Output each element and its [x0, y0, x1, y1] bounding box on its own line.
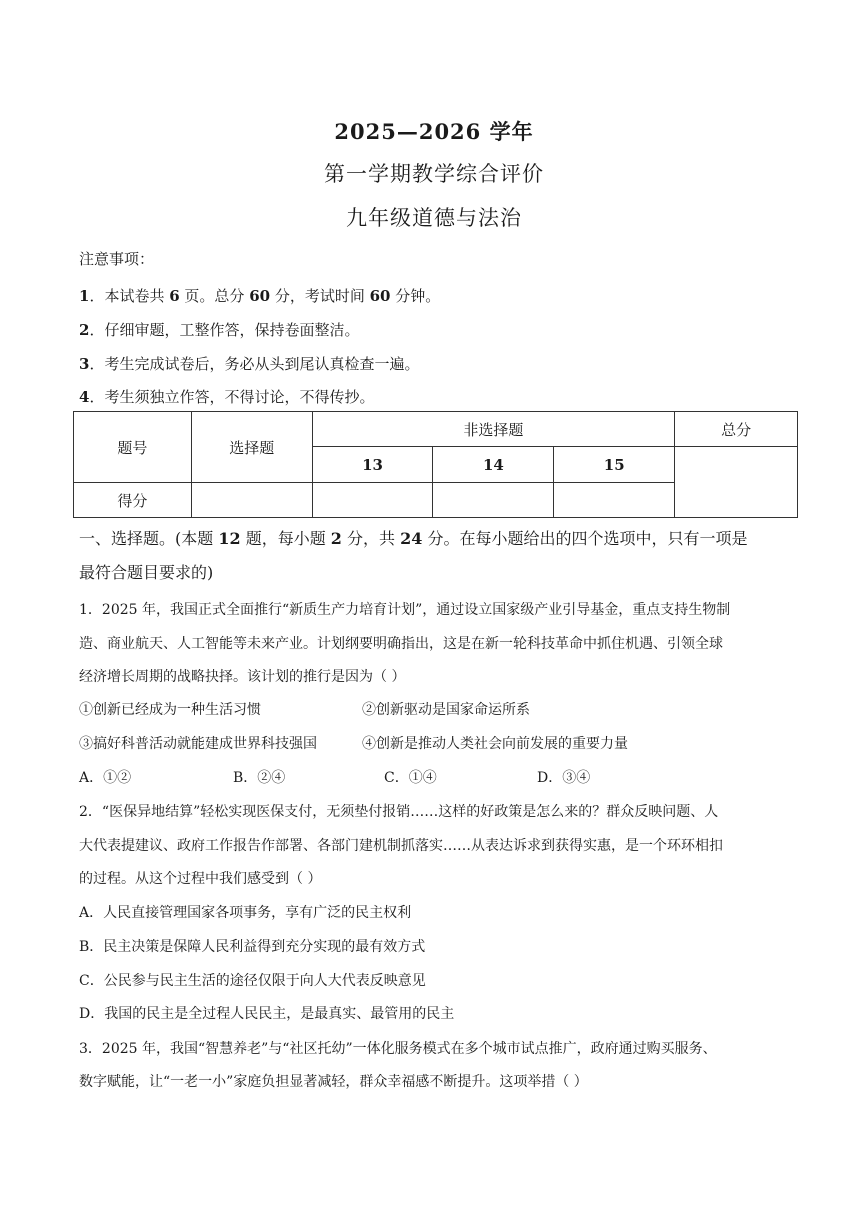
q2-line-3: 的过程。从这个过程中我们感受到（ ）	[79, 871, 322, 887]
q1-line-2: 造、商业航天、人工智能等未来产业。计划纲要明确指出，这是在新一轮科技革命中抓住机遇、引领全球	[79, 636, 723, 652]
q2-option-d[interactable]: D．我国的民主是全过程人民民主，是最真实、最管用的民主	[79, 1006, 455, 1022]
header-question-number: 题号	[74, 412, 192, 483]
header-q13: 13	[312, 447, 433, 483]
q1-statement-2: ②创新驱动是国家命运所系	[362, 702, 530, 718]
header-q15: 15	[554, 447, 675, 483]
note-item-1: 1．本试卷共 6 页。总分 60 分，考试时间 60 分钟。	[79, 287, 441, 305]
score-cell-choice[interactable]	[191, 483, 312, 518]
q2-line-2: 大代表提建议、政府工作报告作部署、各部门建机制抓落实……从表达诉求到获得实惠，是一个环环相扣	[79, 838, 723, 854]
q1-option-d[interactable]: D．③④	[537, 770, 591, 786]
q1-option-b[interactable]: B．②④	[233, 770, 286, 786]
exam-subject: 九年级道德与法治	[346, 206, 522, 230]
q1-statement-4: ④创新是推动人类社会向前发展的重要力量	[362, 736, 628, 752]
q2-option-b[interactable]: B．民主决策是保障人民利益得到充分实现的最有效方式	[79, 939, 426, 955]
header-nonchoice: 非选择题	[312, 412, 674, 447]
header-total: 总分	[675, 412, 798, 447]
total-score-cell[interactable]	[675, 447, 798, 518]
q1-option-a[interactable]: A．①②	[79, 770, 132, 786]
q2-line-1: 2．“医保异地结算”轻松实现医保支付，无须垫付报销……这样的好政策是怎么来的？群众反映问题、人	[79, 804, 719, 820]
q3-line-1: 3．2025 年，我国“智慧养老”与“社区托幼”一体化服务模式在多个城市试点推广，政府通过购买服务、	[79, 1041, 717, 1057]
q1-option-c[interactable]: C．①④	[384, 770, 437, 786]
notes-heading: 注意事项：	[79, 250, 155, 268]
note-item-3: 3．考生完成试卷后，务必从头到尾认真检查一遍。	[79, 355, 420, 373]
section1-instructions-cont: 最符合题目要求的)	[79, 563, 214, 582]
q1-line-1: 1．2025 年，我国正式全面推行“新质生产力培育计划”，通过设立国家级产业引导基金，重点支持生物制	[79, 602, 731, 618]
note-item-2: 2．仔细审题，工整作答，保持卷面整洁。	[79, 321, 360, 339]
exam-year: 2025—2026 学年	[334, 119, 534, 144]
score-cell-q14[interactable]	[433, 483, 554, 518]
q2-option-c[interactable]: C．公民参与民主生活的途径仅限于向人大代表反映意见	[79, 973, 426, 989]
section1-instructions: 一、选择题。(本题 12 题，每小题 2 分，共 24 分。在每小题给出的四个选项中，只有一项是	[79, 529, 748, 548]
q1-statement-1: ①创新已经成为一种生活习惯	[79, 702, 261, 718]
row-score-label: 得分	[74, 483, 192, 518]
score-cell-q15[interactable]	[554, 483, 675, 518]
score-table	[73, 411, 798, 518]
header-choice: 选择题	[191, 412, 312, 483]
note-item-4: 4．考生须独立作答，不得讨论，不得传抄。	[79, 388, 375, 406]
header-q14: 14	[433, 447, 554, 483]
q1-line-3: 经济增长周期的战略抉择。该计划的推行是因为（ ）	[79, 669, 406, 685]
score-cell-q13[interactable]	[312, 483, 433, 518]
exam-term: 第一学期教学综合评价	[324, 162, 544, 186]
q2-option-a[interactable]: A．人民直接管理国家各项事务，享有广泛的民主权利	[79, 905, 412, 921]
q1-statement-3: ③搞好科普活动就能建成世界科技强国	[79, 736, 317, 752]
q3-line-2: 数字赋能，让“一老一小”家庭负担显著减轻，群众幸福感不断提升。这项举措（ ）	[79, 1074, 588, 1090]
